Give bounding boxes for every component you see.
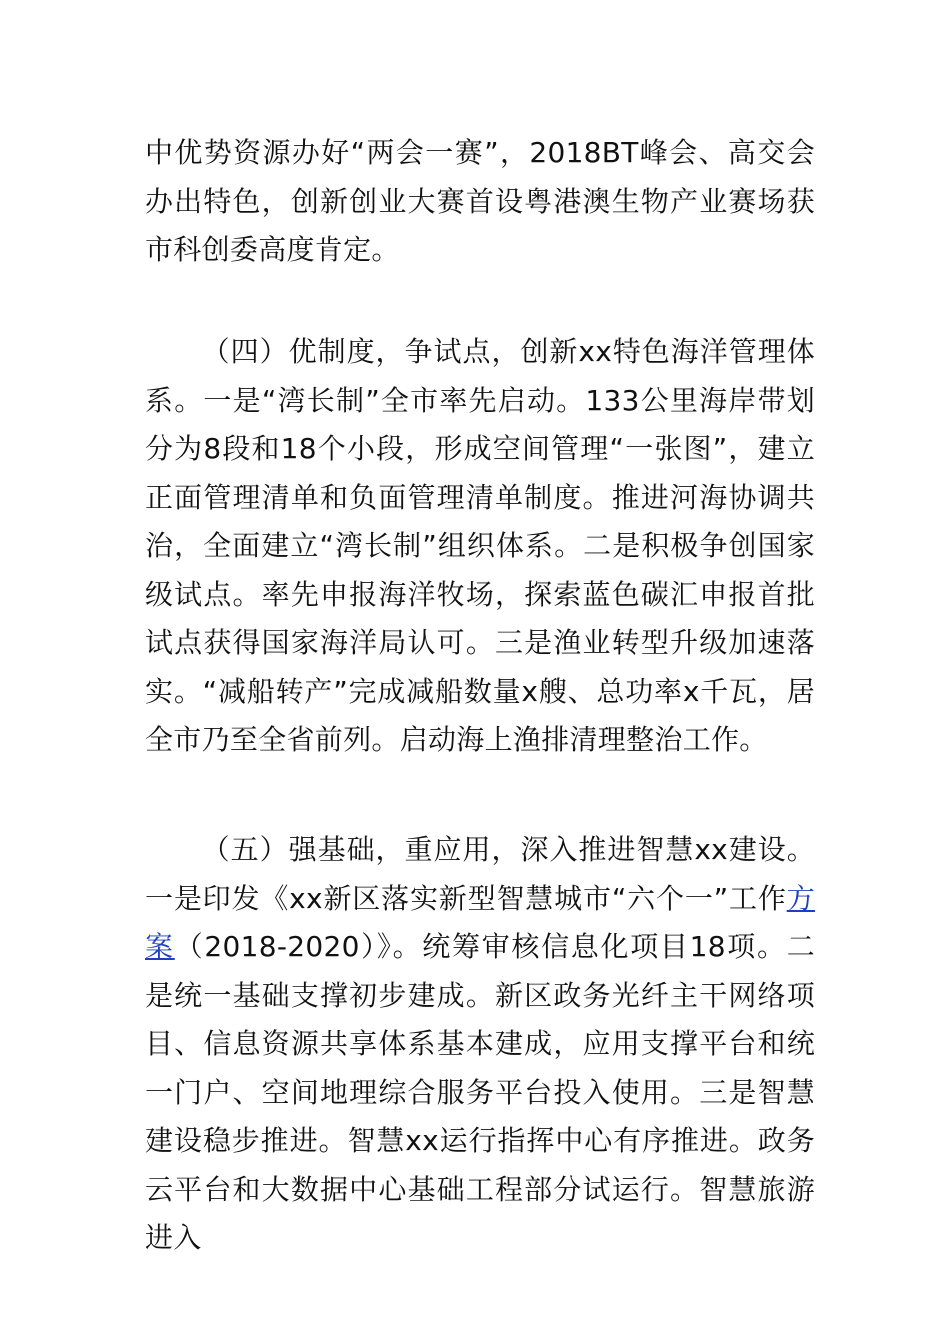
- paragraph-text-before-link: （五）强基础，重应用，深入推进智慧xx建设。一是印发《xx新区落实新型智慧城市“六个一”工作: [145, 833, 815, 915]
- paragraph-event-highlights: [145, 129, 815, 275]
- paragraph-marine-management: [145, 328, 815, 765]
- paragraph-smart-city: [145, 826, 815, 1263]
- paragraph-text: 中优势资源办好“两会一赛”，2018BT峰会、高交会办出特色，创新创业大赛首设粤港澳生物产业赛场获市科创委高度肯定。: [145, 136, 815, 266]
- paragraph-text-after-link: （2018-2020）》。统筹审核信息化项目18项。二是统一基础支撑初步建成。新区政务光纤主干网络项目、信息资源共享体系基本建成，应用支撑平台和统一门户、空间地理综合服务平台投入使用。三是智慧建设稳步推进。智慧xx运行指挥中心有序推进。政务云平台和大数据中心基础工程部分试运行。智慧旅游进入: [145, 930, 815, 1254]
- plan-link[interactable]: 方案: [145, 881, 815, 963]
- paragraph-text: （四）优制度，争试点，创新xx特色海洋管理体系。一是“湾长制”全市率先启动。133公里海岸带划分为8段和18个小段，形成空间管理“一张图”，建立正面管理清单和负面管理清单制度。推进河海协调共治，全面建立“湾长制”组织体系。二是积极争创国家级试点。率先申报海洋牧场，探索蓝色碳汇申报首批试点获得国家海洋局认可。三是渔业转型升级加速落实。“减船转产”完成减船数量x艘、总功率x千瓦，居全市乃至全省前列。启动海上渔排清理整治工作。: [145, 335, 815, 756]
